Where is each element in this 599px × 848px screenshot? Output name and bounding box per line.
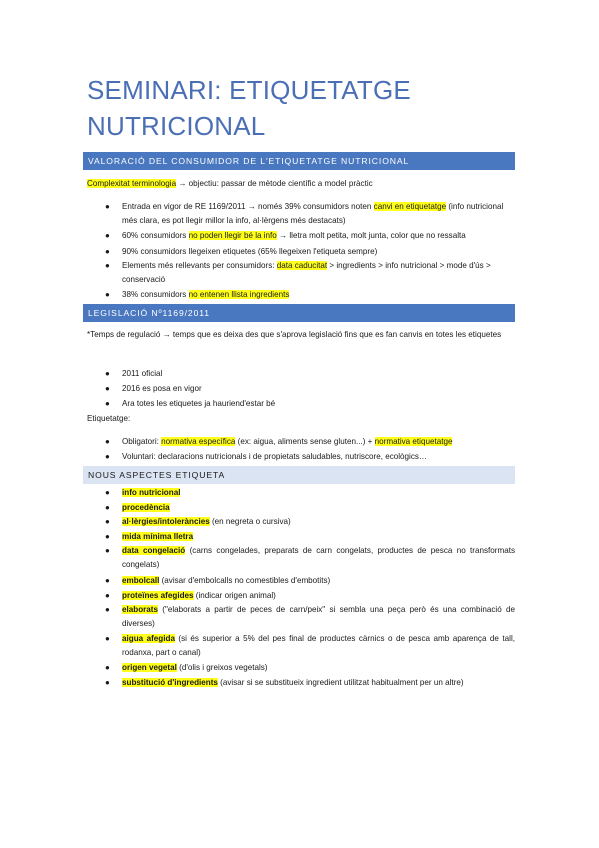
bullet-icon: ● <box>105 452 110 461</box>
list-item <box>122 544 515 572</box>
text: (si és superior a 5% del pes final de productes càrnics o de pesca amb aparença de tall, rodanxa, part o canal) <box>122 634 515 657</box>
bullet-icon: ● <box>105 605 110 614</box>
bullet-icon: ● <box>105 261 110 270</box>
intro-highlight: Complexitat terminologia <box>87 179 177 188</box>
highlight: aigua afegida <box>122 634 175 643</box>
highlight: embolcall <box>122 576 160 585</box>
highlight: proteïnes afegides <box>122 591 194 600</box>
bullet-icon: ● <box>105 517 110 526</box>
text: (avisar si se substitueix ingredient utilitzat habitualment per un altre) <box>217 678 464 687</box>
highlight: no entenen llista ingredients <box>188 290 290 299</box>
list-item <box>122 501 515 515</box>
highlight: procedència <box>122 503 170 512</box>
list-item <box>122 515 515 529</box>
highlight: normativa etiquetatge <box>374 437 453 446</box>
bullet-icon: ● <box>105 231 110 240</box>
intro-line <box>87 177 515 191</box>
list-item: 2016 es posa en vigor <box>122 384 202 393</box>
text: (avisar d'embolcalls no comestibles d'embotits) <box>159 576 331 585</box>
list-item <box>122 229 515 243</box>
text: > ingredients > info nutricional > mode d'ús > conservació <box>122 261 491 284</box>
regulation-note: *Temps de regulació → temps que es deixa des que s'aprova legislació fins que es fan canvis en totes les etiquetes <box>87 330 502 339</box>
highlight: data caducitat <box>276 261 328 270</box>
bullet-icon: ● <box>105 546 110 555</box>
highlight: origen vegetal <box>122 663 177 672</box>
bullet-icon: ● <box>105 369 110 378</box>
text: Elements més rellevants per consumidors: <box>122 261 277 270</box>
etiquetatge-label: Etiquetatge: <box>87 414 131 423</box>
text: (indicar origen animal) <box>193 591 276 600</box>
highlight: mida mínima lletra <box>122 532 194 541</box>
list-item: Ara totes les etiquetes ja hauriend'estar bé <box>122 399 276 408</box>
page-title: SEMINARI: ETIQUETATGE NUTRICIONAL <box>87 75 411 141</box>
highlight: elaborats <box>122 605 158 614</box>
bullet-icon: ● <box>105 634 110 643</box>
bullet-icon: ● <box>105 437 110 446</box>
list-item <box>122 589 515 603</box>
bullet-icon: ● <box>105 290 110 299</box>
text: → lletra molt petita, molt junta, color que no ressalta <box>276 231 466 240</box>
list-item: 90% consumidors llegeixen etiquetes (65% llegeixen l'etiqueta sempre) <box>122 247 378 256</box>
list-item <box>122 574 515 588</box>
text: Entrada en vigor de RE 1169/2011 → només 39% consumidors noten <box>122 202 374 211</box>
bullet-icon: ● <box>105 247 110 256</box>
text: 38% consumidors <box>122 290 189 299</box>
bullet-icon: ● <box>105 532 110 541</box>
text: 60% consumidors <box>122 231 189 240</box>
text: (d'olis i greixos vegetals) <box>176 663 268 672</box>
list-item <box>122 288 515 302</box>
list-item <box>122 200 515 228</box>
text: (en negreta o cursiva) <box>209 517 291 526</box>
bullet-icon: ● <box>105 503 110 512</box>
list-item <box>122 661 515 675</box>
list-item <box>122 632 515 660</box>
highlight: canvi en etiquetatge <box>373 202 447 211</box>
text: Obligatori: <box>122 437 162 446</box>
bullet-icon: ● <box>105 663 110 672</box>
text: ("elaborats a partir de peces de carn/peix" si sembla una peça però és una combinació de diverses) <box>122 605 515 628</box>
list-item: 2011 oficial <box>122 369 163 378</box>
section-heading-valoracio: VALORACIÓ DEL CONSUMIDOR DE L'ETIQUETATGE NUTRICIONAL <box>83 152 515 170</box>
list-item <box>122 603 515 631</box>
highlight: al·lèrgies/intoleràncies <box>122 517 210 526</box>
text: (ex: aigua, aliments sense gluten...) + <box>235 437 375 446</box>
list-item <box>122 435 515 449</box>
bullet-icon: ● <box>105 399 110 408</box>
bullet-icon: ● <box>105 591 110 600</box>
bullet-icon: ● <box>105 678 110 687</box>
list-item: Voluntari: declaracions nutricionals i de propietats saludables, nutriscore, ecològics… <box>122 452 428 461</box>
bullet-icon: ● <box>105 488 110 497</box>
bullet-icon: ● <box>105 576 110 585</box>
highlight: substitució d'ingredients <box>122 678 218 687</box>
text: (carns congelades, preparats de carn congelats, productes de pesca no transformats congelats) <box>122 546 516 569</box>
highlight: normativa específica <box>161 437 236 446</box>
highlight: info nutricional <box>122 488 181 497</box>
section-heading-legislacio: LEGISLACIÓ Nº1169/2011 <box>83 304 515 322</box>
intro-rest: → objectiu: passar de mètode científic a model pràctic <box>176 179 373 188</box>
section-heading-nous-aspectes: NOUS ASPECTES ETIQUETA <box>83 466 515 484</box>
bullet-icon: ● <box>105 384 110 393</box>
highlight: no poden llegir bé la info <box>188 231 277 240</box>
bullet-icon: ● <box>105 202 110 211</box>
highlight: data congelació <box>122 546 186 555</box>
list-item <box>122 676 515 690</box>
text: (info nutricional més clara, es pot llegir millor la info, al·lèrgens més destacats) <box>122 202 504 225</box>
list-item <box>122 530 515 544</box>
list-item <box>122 486 515 500</box>
list-item <box>122 259 515 287</box>
